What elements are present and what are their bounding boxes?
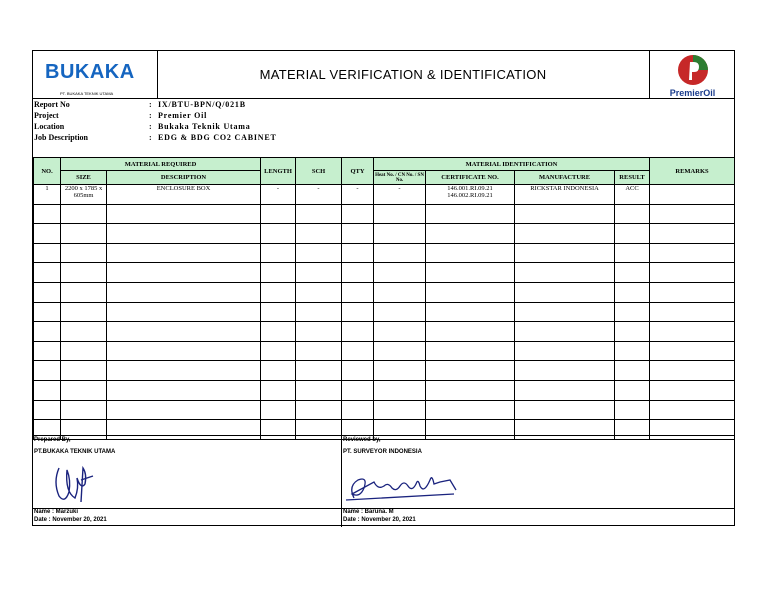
info-label: Job Description	[34, 133, 88, 142]
reviewed-by-date: Date : November 20, 2021	[343, 517, 416, 523]
premier-oil-logo-text: PremierOil	[669, 88, 716, 98]
info-value: IX/BTU-BPN/Q/021B	[158, 100, 246, 109]
signature-divider	[342, 508, 734, 509]
col-no: NO.	[34, 158, 61, 185]
col-certificate: CERTIFICATE NO.	[426, 171, 515, 185]
table-row-empty	[34, 204, 735, 224]
cell-description: ENCLOSURE BOX	[107, 185, 261, 205]
document-title: MATERIAL VERIFICATION & IDENTIFICATION	[259, 67, 547, 82]
prepared-by-label: Prepared By,	[34, 437, 71, 443]
col-result: RESULT	[615, 171, 650, 185]
signature-divider	[33, 508, 341, 509]
col-heat-no: Heat No. / CN No. / SN No.	[375, 172, 424, 183]
info-value: Bukaka Teknik Utama	[158, 122, 251, 131]
reviewed-signature-icon	[344, 468, 462, 504]
bukaka-logo-subtitle: PT. BUKAKA TEKNIK UTAMA	[60, 91, 114, 96]
prepared-by-name: Name : Marzuki	[34, 509, 79, 515]
table-row-empty	[34, 341, 735, 361]
cell-sch: -	[296, 185, 342, 205]
material-table	[33, 157, 735, 440]
info-label: Report No	[34, 100, 70, 109]
table-row	[34, 185, 735, 205]
premier-oil-logo	[649, 51, 735, 98]
col-remarks: REMARKS	[650, 158, 735, 185]
prepared-by-block	[33, 436, 342, 527]
table-row-empty	[34, 322, 735, 342]
bukaka-logo	[33, 51, 158, 98]
table-row-empty	[34, 380, 735, 400]
info-colon: :	[149, 122, 152, 131]
bukaka-logo-text: BUKAKA	[45, 61, 135, 83]
cell-certificate	[426, 185, 515, 205]
col-manufacture: MANUFACTURE	[515, 171, 615, 185]
info-colon: :	[149, 100, 152, 109]
info-colon: :	[149, 133, 152, 142]
col-qty: QTY	[342, 158, 374, 185]
cell-size: 2200 x 1785 x 605mm	[61, 185, 107, 205]
table-row-empty	[34, 263, 735, 283]
verification-sheet	[32, 50, 735, 526]
reviewed-by-label: Reviewed by,	[343, 437, 381, 443]
table-row-empty	[34, 302, 735, 322]
table-row-empty	[34, 224, 735, 244]
cell-length: -	[261, 185, 296, 205]
col-description: DESCRIPTION	[107, 171, 261, 185]
info-value: Premier Oil	[158, 111, 208, 120]
prepared-signature-icon	[51, 462, 101, 506]
info-label: Project	[34, 111, 59, 120]
info-colon: :	[149, 111, 152, 120]
cell-manufacture: RICKSTAR INDONESIA	[515, 185, 615, 205]
certificate-line: 146.002.RI.09.21	[447, 192, 493, 199]
cell-heat-no: -	[374, 185, 426, 205]
table-row-empty	[34, 243, 735, 263]
info-label: Location	[34, 122, 65, 131]
reviewed-by-company: PT. SURVEYOR INDONESIA	[343, 449, 422, 455]
table-row-empty	[34, 361, 735, 381]
col-size: SIZE	[61, 171, 107, 185]
col-material-required: MATERIAL REQUIRED	[61, 158, 261, 171]
col-length: LENGTH	[261, 158, 296, 185]
table-row-empty	[34, 400, 735, 420]
reviewed-by-name: Name : Baruna. M	[343, 509, 394, 515]
cell-no: 1	[34, 185, 61, 205]
table-row-empty	[34, 282, 735, 302]
document-header	[33, 51, 734, 99]
reviewed-by-block	[342, 436, 734, 527]
premier-oil-drop-icon	[677, 54, 709, 86]
col-sch: SCH	[296, 158, 342, 185]
col-material-identification: MATERIAL IDENTIFICATION	[374, 158, 650, 171]
cell-result: ACC	[615, 185, 650, 205]
info-value: EDG & BDG CO2 CABINET	[158, 133, 277, 142]
cell-remarks	[650, 185, 735, 205]
cell-qty: -	[342, 185, 374, 205]
certificate-line: 146.001.RI.09.21	[447, 185, 493, 192]
prepared-by-company: PT.BUKAKA TEKNIK UTAMA	[34, 449, 116, 455]
signature-section	[33, 435, 734, 527]
prepared-by-date: Date : November 20, 2021	[34, 517, 107, 523]
